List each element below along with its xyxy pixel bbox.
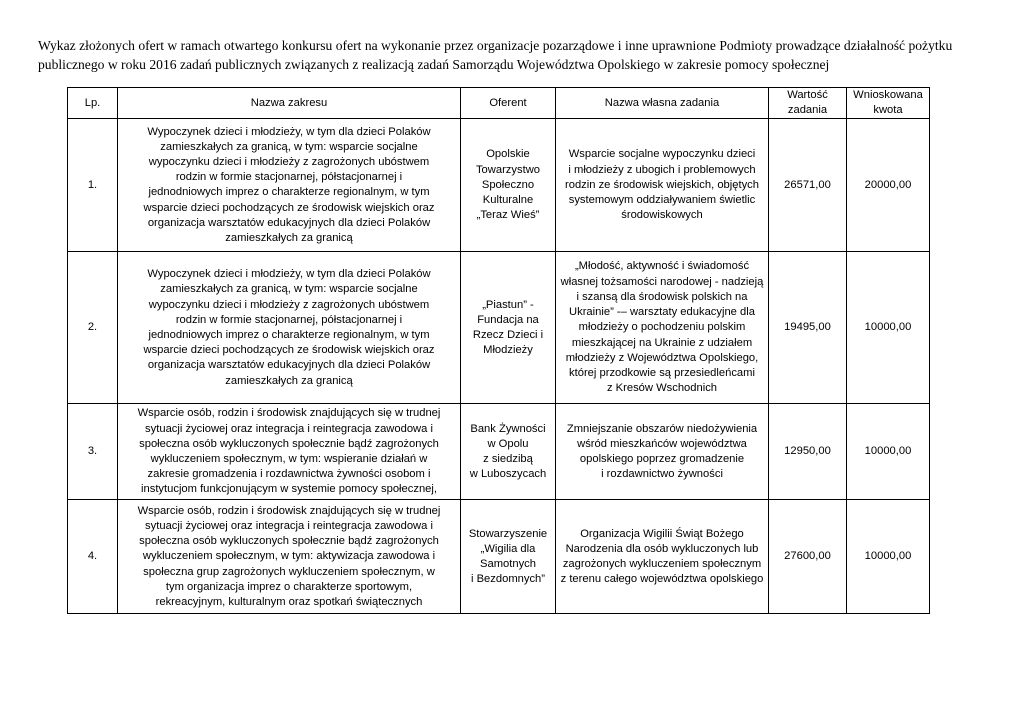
cell-wartosc: 12950,00 (769, 404, 847, 500)
cell-lp: 4. (68, 500, 118, 614)
header-zadanie: Nazwa własna zadania (556, 88, 769, 119)
cell-zakres: Wsparcie osób, rodzin i środowisk znajdujących się w trudnej sytuacji życiowej oraz integracja i reintegracja zawodowa i społeczna osób wykluczonych społecznie bądź zagrożonych wykluczeniem społecznym, w tym: wspieranie działań w zakresie gromadzenia i rozdawnictwa żywności osobom i instytucjom funkcjonującym w systemie pomocy społecznej, (118, 404, 461, 500)
cell-lp: 1. (68, 119, 118, 252)
cell-zadanie: Wsparcie socjalne wypoczynku dzieci i młodzieży z ubogich i problemowych rodzin ze środowisk wiejskich, objętych systemowym oddziaływaniem świetlic środowiskowych (556, 119, 769, 252)
cell-oferent: Stowarzyszenie „Wigilia dla Samotnych i Bezdomnych” (461, 500, 556, 614)
cell-wartosc: 27600,00 (769, 500, 847, 614)
cell-zakres: Wypoczynek dzieci i młodzieży, w tym dla dzieci Polaków zamieszkałych za granicą, w tym: wsparcie socjalne wypoczynku dzieci i młodzieży z zagrożonych ubóstwem rodzin w formie stacjonarnej, półstacjonarnej i jednodniowych imprez o charakterze regionalnym, w tym wsparcie dzieci pochodzących ze środowisk wiejskich oraz organizacja warsztatów edukacyjnych dla dzieci Polaków zamieszkałych za granicą (118, 119, 461, 252)
cell-oferent: Opolskie Towarzystwo Społeczno Kulturalne „Teraz Wieś” (461, 119, 556, 252)
cell-wartosc: 26571,00 (769, 119, 847, 252)
header-zakres: Nazwa zakresu (118, 88, 461, 119)
cell-zadanie: Organizacja Wigilii Świąt Bożego Narodzenia dla osób wykluczonych lub zagrożonych wykluczeniem społecznym z terenu całego województwa opolskiego (556, 500, 769, 614)
table-row (68, 119, 930, 252)
header-wartosc: Wartość zadania (769, 88, 847, 119)
cell-kwota: 10000,00 (847, 404, 930, 500)
table-header-row (68, 88, 930, 119)
cell-zakres: Wsparcie osób, rodzin i środowisk znajdujących się w trudnej sytuacji życiowej oraz integracja i reintegracja zawodowa i społeczna osób wykluczonych społecznie bądź zagrożonych wykluczeniem społecznym, w tym: aktywizacja zawodowa i społeczna grup zagrożonych wykluczeniem społecznym, w tym organizacja imprez o charakterze sportowym, rekreacyjnym, kulturalnym oraz spotkań świątecznych (118, 500, 461, 614)
cell-oferent: Bank Żywności w Opolu z siedzibą w Luboszycach (461, 404, 556, 500)
cell-zadanie: „Młodość, aktywność i świadomość własnej tożsamości narodowej - nadzieją i szansą dla środowisk polskich na Ukrainie” -– warsztaty edukacyjne dla młodzieży o pochodzeniu polskim mieszkającej na Ukrainie z udziałem młodzieży z Województwa Opolskiego, której przodkowie są przesiedleńcami z Kresów Wschodnich (556, 252, 769, 404)
table-row (68, 404, 930, 500)
cell-zakres: Wypoczynek dzieci i młodzieży, w tym dla dzieci Polaków zamieszkałych za granicą, w tym: wsparcie socjalne wypoczynku dzieci i młodzieży z zagrożonych ubóstwem rodzin w formie stacjonarnej, półstacjonarnej i jednodniowych imprez o charakterze regionalnym, w tym wsparcie dzieci pochodzących ze środowisk wiejskich oraz organizacja warsztatów edukacyjnych dla dzieci Polaków zamieszkałych za granicą (118, 252, 461, 404)
cell-oferent: „Piastun” - Fundacja na Rzecz Dzieci i Młodzieży (461, 252, 556, 404)
cell-lp: 2. (68, 252, 118, 404)
table-row (68, 252, 930, 404)
cell-kwota: 10000,00 (847, 500, 930, 614)
offers-table (67, 87, 930, 614)
table-row (68, 500, 930, 614)
cell-kwota: 10000,00 (847, 252, 930, 404)
cell-kwota: 20000,00 (847, 119, 930, 252)
cell-zadanie: Zmniejszanie obszarów niedożywienia wśród mieszkańców województwa opolskiego poprzez gromadzenie i rozdawnictwo żywności (556, 404, 769, 500)
page-title: Wykaz złożonych ofert w ramach otwartego konkursu ofert na wykonanie przez organizacje pozarządowe i inne uprawnione Podmioty prowadzące działalność pożytku publicznego w roku 2016 zadań publicznych związanych z realizacją zadań Samorządu Województwa Opolskiego w zakresie pomocy społecznej (38, 38, 953, 72)
header-kwota: Wnioskowana kwota (847, 88, 930, 119)
header-oferent: Oferent (461, 88, 556, 119)
cell-lp: 3. (68, 404, 118, 500)
cell-wartosc: 19495,00 (769, 252, 847, 404)
header-lp: Lp. (68, 88, 118, 119)
